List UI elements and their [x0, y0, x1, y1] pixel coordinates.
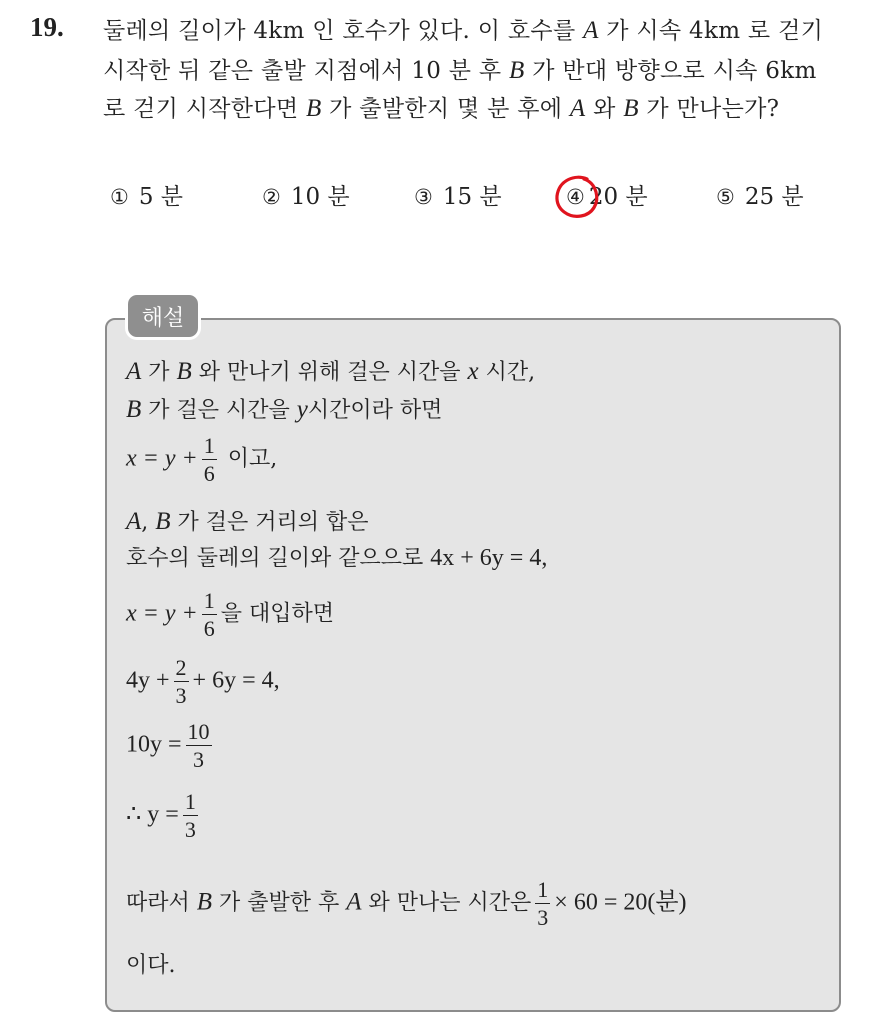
solution-line-1: A 가 B 와 만나기 위해 걸은 시간을 x 시간, [126, 358, 536, 385]
fraction: $\frac{2}{3}$ [175, 655, 187, 709]
choice-text: 10 분 [290, 184, 350, 210]
fraction: $\frac{1}{3}$ [537, 877, 549, 931]
solution-line-11: 이다. [126, 953, 176, 978]
choice-text: 15 분 [442, 184, 502, 210]
selected-answer-circle-mark [553, 174, 601, 220]
solution-line-7: 4y + $\frac{2}{3}$ + 6y = 4, [126, 655, 280, 709]
choice-5[interactable] [716, 178, 804, 211]
fraction: $\frac{1}{6}$ [203, 588, 215, 642]
choice-text: 25 분 [744, 184, 804, 210]
question-line-3: 로 걷기 시작한다면 B 가 출발한지 몇 분 후에 A 와 B 가 만나는가? [103, 95, 780, 122]
choice-text: 5 분 [138, 184, 183, 210]
solution-line-6: x = y + $\frac{1}{6}$ 을 대입하면 [126, 588, 334, 642]
fraction: $\frac{1}{3}$ [184, 789, 196, 843]
solution-line-5: 호수의 둘레의 길이와 같으으로 4x + 6y = 4, [126, 545, 548, 571]
solution-line-4: A, B 가 걸은 거리의 합은 [126, 508, 369, 535]
choice-marker: ⑤ [716, 185, 735, 209]
question-line-2: 시작한 뒤 같은 출발 지점에서 10 분 후 B 가 반대 방향으로 시속 6km [103, 57, 817, 84]
solution-line-3: x = y + $\frac{1}{6}$ 이고, [126, 433, 278, 487]
choice-marker: ① [110, 185, 129, 209]
solution-line-2: B 가 걸은 시간을 y시간이라 하면 [126, 396, 443, 423]
choice-marker: ② [262, 185, 281, 209]
choice-text: 20 분 [588, 184, 648, 210]
solution-line-10: 따라서 B 가 출발한 후 A 와 만나는 시간은 $\frac{1}{3}$ × 60 = 20(분) [126, 877, 687, 931]
answer-choices [0, 178, 884, 218]
fraction: $\frac{10}{3}$ [187, 719, 210, 773]
solution-line-8: 10y = $\frac{10}{3}$ [126, 719, 210, 773]
solution-line-9: ∴ y = $\frac{1}{3}$ [126, 789, 196, 843]
choice-marker: ④ [566, 185, 585, 209]
choice-2[interactable] [262, 178, 350, 211]
solution-badge: 해설 [128, 295, 198, 337]
question-number: 19. [30, 12, 64, 42]
choice-1[interactable] [110, 178, 183, 211]
question-line-1: 둘레의 길이가 4km 인 호수가 있다. 이 호수를 A 가 시속 4km 로 걷기 [103, 17, 824, 44]
choice-marker: ③ [414, 185, 433, 209]
fraction: $\frac{1}{6}$ [203, 433, 215, 487]
choice-3[interactable] [414, 178, 502, 211]
